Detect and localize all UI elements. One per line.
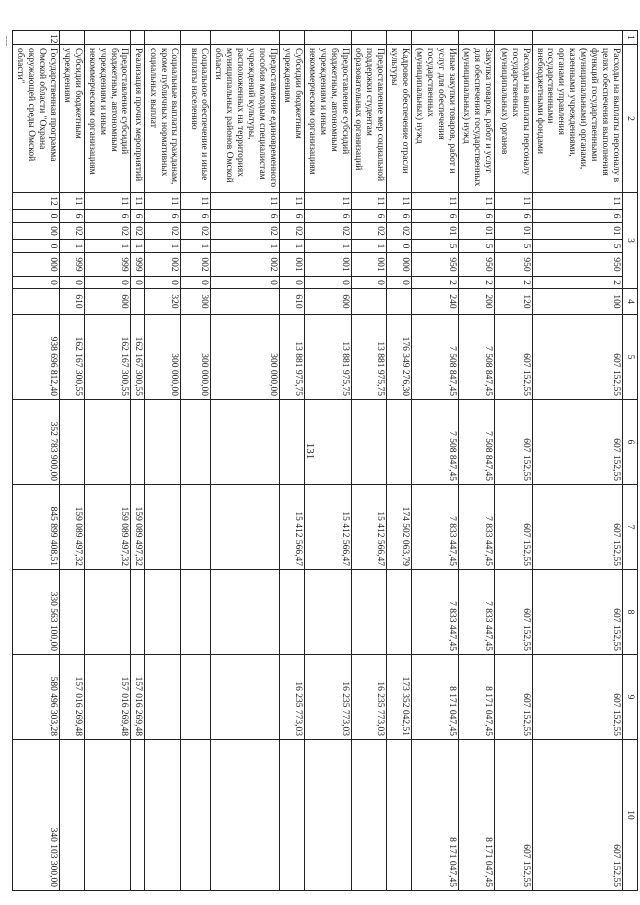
row-number: [387, 31, 412, 45]
row-description: Социальное обеспечение и иные выплаты населению: [181, 45, 211, 193]
code-subarticle: 0: [351, 277, 387, 289]
amount-col-10: 8 171 047,45: [458, 740, 494, 891]
amount-col-6: [181, 400, 211, 485]
amount-col-5: 938 696 812,40: [13, 315, 60, 400]
amount-col-5: 162 167 300,55: [84, 315, 131, 400]
header-col-10: 10: [623, 740, 638, 891]
row-description: Предоставление единовременного пособия молодым специалистам учреждений культуры, расположенных на территориях муниципальных районов Омской области: [211, 45, 280, 193]
code-program: 12: [13, 193, 60, 210]
amount-col-6: 352 783 900,00: [13, 400, 60, 485]
code-program: 11: [59, 193, 84, 210]
code-subprogram: 6: [131, 210, 145, 223]
row-description: Предоставление мер социальной поддержки студентам образовательных организаций: [351, 45, 387, 193]
row-description: Социальные выплаты гражданам, кроме публичных нормативных социальных выплат: [145, 45, 181, 193]
code-subarticle: 0: [304, 277, 351, 289]
code-subarticle: 0: [13, 277, 60, 289]
amount-col-7: 7 833 447,45: [458, 485, 494, 570]
table-row: [351, 31, 387, 891]
code-direction: 5: [532, 240, 622, 253]
code-subarticle: 0: [59, 277, 84, 289]
code-subprogram: 6: [145, 210, 181, 223]
code-subarticle: 2: [532, 277, 622, 289]
row-description: Предоставление субсидий бюджетным, автономным учреждениям и иным некоммерческим организациям: [304, 45, 351, 193]
amount-col-6: [280, 400, 305, 485]
code-article: 950: [532, 253, 622, 277]
code-article: 999: [59, 253, 84, 277]
row-description: Расходы на выплаты персоналу в целях обеспечения выполнения функций государственными (муниципальными) органами, казенными учреждениями, органами управления государственными внебюджетными фондами: [532, 45, 622, 193]
table-row: [494, 31, 532, 891]
row-number: [84, 31, 131, 45]
row-description: Государственная программа Омской области "Охрана окружающей среды Омской области": [13, 45, 60, 193]
amount-col-6: [211, 400, 280, 485]
amount-col-10: 607 152,55: [532, 740, 622, 891]
amount-col-9: [145, 655, 181, 740]
expense-type-code: [211, 289, 280, 315]
amount-col-6: 7 508 847,45: [458, 400, 494, 485]
amount-col-6: [131, 400, 145, 485]
code-event: 00: [13, 223, 60, 240]
amount-col-8: [387, 570, 412, 655]
header-col-9: 9: [623, 655, 638, 740]
code-program: 11: [304, 193, 351, 210]
amount-col-5: 607 152,55: [494, 315, 532, 400]
header-col-3: 3: [623, 193, 638, 289]
amount-col-10: 607 152,55: [494, 740, 532, 891]
amount-col-9: 173 352 042,51: [387, 655, 412, 740]
table-body: [13, 31, 623, 891]
code-subprogram: 6: [211, 210, 280, 223]
code-subprogram: 6: [84, 210, 131, 223]
amount-col-10: [181, 740, 211, 891]
expense-type-code: [13, 289, 60, 315]
header-row: [623, 31, 638, 891]
budget-table: [12, 30, 638, 891]
amount-col-10: [131, 740, 145, 891]
code-direction: 1: [181, 240, 211, 253]
code-article: 999: [131, 253, 145, 277]
row-description: Иные закупки товаров, работ и услуг для обеспечения государственных (муниципальных) нужд: [412, 45, 459, 193]
amount-col-10: 8 171 047,45: [412, 740, 459, 891]
row-description: Предоставление субсидий бюджетным, автономным учреждениям и иным некоммерческим организациям: [84, 45, 131, 193]
row-description: Кадровое обеспечение отрасли культуры: [387, 45, 412, 193]
expense-type-code: [131, 289, 145, 315]
code-subprogram: 6: [59, 210, 84, 223]
code-program: 11: [145, 193, 181, 210]
row-description: Субсидии бюджетным учреждениям: [59, 45, 84, 193]
expense-type-code: 300: [181, 289, 211, 315]
code-direction: 0: [13, 240, 60, 253]
code-direction: 1: [145, 240, 181, 253]
amount-col-7: [145, 485, 181, 570]
amount-col-8: [351, 570, 387, 655]
amount-col-8: [181, 570, 211, 655]
table-row: [280, 31, 305, 891]
header-col-8: 8: [623, 570, 638, 655]
row-number: [145, 31, 181, 45]
amount-col-7: 607 152,55: [532, 485, 622, 570]
amount-col-7: 159 089 497,32: [84, 485, 131, 570]
code-event: 02: [84, 223, 131, 240]
code-subarticle: 2: [412, 277, 459, 289]
amount-col-9: 16 235 773,03: [304, 655, 351, 740]
code-direction: 1: [280, 240, 305, 253]
amount-col-10: [84, 740, 131, 891]
code-direction: 5: [412, 240, 459, 253]
amount-col-9: 607 152,55: [494, 655, 532, 740]
code-subprogram: 6: [412, 210, 459, 223]
amount-col-5: 13 881 975,75: [304, 315, 351, 400]
amount-col-9: [211, 655, 280, 740]
code-subarticle: 0: [211, 277, 280, 289]
code-subprogram: 6: [181, 210, 211, 223]
amount-col-5: 607 152,55: [532, 315, 622, 400]
amount-col-7: 15 412 566,47: [351, 485, 387, 570]
amount-col-8: 607 152,55: [532, 570, 622, 655]
amount-col-9: 157 016 269,48: [59, 655, 84, 740]
table-row: [387, 31, 412, 891]
amount-col-6: [387, 400, 412, 485]
amount-col-7: 159 089 497,32: [59, 485, 84, 570]
amount-col-5: 300 000,00: [181, 315, 211, 400]
amount-col-10: 340 103 300,00: [13, 740, 60, 891]
code-article: 001: [351, 253, 387, 277]
code-subprogram: 6: [280, 210, 305, 223]
code-article: 002: [181, 253, 211, 277]
code-event: 02: [387, 223, 412, 240]
table-row: [181, 31, 211, 891]
code-direction: 1: [351, 240, 387, 253]
row-number: [351, 31, 387, 45]
amount-col-7: 845 899 408,51: [13, 485, 60, 570]
code-subarticle: 2: [494, 277, 532, 289]
amount-col-7: 7 833 447,45: [412, 485, 459, 570]
code-event: 02: [351, 223, 387, 240]
amount-col-5: 300 000,00: [145, 315, 181, 400]
row-number: [131, 31, 145, 45]
amount-col-10: [211, 740, 280, 891]
amount-col-10: [351, 740, 387, 891]
code-direction: 1: [131, 240, 145, 253]
amount-col-8: [131, 570, 145, 655]
row-number: 12: [13, 31, 60, 45]
row-description: Расходы на выплаты персоналу государственных (муниципальных) органов: [494, 45, 532, 193]
table-row: [13, 31, 60, 891]
header-col-7: 7: [623, 485, 638, 570]
expense-type-code: 600: [304, 289, 351, 315]
amount-col-7: 159 089 497,32: [131, 485, 145, 570]
table-row: [59, 31, 84, 891]
row-description: Субсидии бюджетным учреждениям: [280, 45, 305, 193]
code-subprogram: 6: [351, 210, 387, 223]
amount-col-6: 7 508 847,45: [412, 400, 459, 485]
amount-col-6: 607 152,55: [532, 400, 622, 485]
row-number: [280, 31, 305, 45]
amount-col-7: 174 502 063,79: [387, 485, 412, 570]
row-number: [59, 31, 84, 45]
code-subarticle: 0: [131, 277, 145, 289]
code-program: 11: [280, 193, 305, 210]
expense-type-code: 320: [145, 289, 181, 315]
code-program: 11: [351, 193, 387, 210]
code-program: 11: [131, 193, 145, 210]
amount-col-6: [59, 400, 84, 485]
code-subprogram: 6: [532, 210, 622, 223]
expense-type-code: 100: [532, 289, 622, 315]
amount-col-9: 607 152,55: [532, 655, 622, 740]
header-col-1: 1: [623, 31, 638, 45]
code-article: 001: [304, 253, 351, 277]
expense-type-code: 240: [412, 289, 459, 315]
amount-col-8: 330 563 100,00: [13, 570, 60, 655]
code-event: 02: [304, 223, 351, 240]
table-row: [412, 31, 459, 891]
code-article: 950: [494, 253, 532, 277]
amount-col-9: 8 171 047,45: [458, 655, 494, 740]
code-article: 000: [13, 253, 60, 277]
row-description: Реализация прочих мероприятий: [131, 45, 145, 193]
code-event: 02: [59, 223, 84, 240]
code-event: 01: [458, 223, 494, 240]
amount-col-5: 162 167 300,55: [59, 315, 84, 400]
amount-col-7: [211, 485, 280, 570]
code-subprogram: 6: [304, 210, 351, 223]
code-event: 02: [280, 223, 305, 240]
table-row: [532, 31, 622, 891]
code-program: 11: [458, 193, 494, 210]
amount-col-9: [181, 655, 211, 740]
amount-col-8: [280, 570, 305, 655]
row-number: [532, 31, 622, 45]
row-number: [412, 31, 459, 45]
code-article: 001: [280, 253, 305, 277]
amount-col-6: [304, 400, 351, 485]
code-event: 01: [412, 223, 459, 240]
expense-type-code: 200: [458, 289, 494, 315]
amount-col-5: 176 349 276,30: [387, 315, 412, 400]
amount-col-5: 162 167 300,55: [131, 315, 145, 400]
code-article: 002: [211, 253, 280, 277]
code-subarticle: 0: [84, 277, 131, 289]
code-subprogram: 0: [13, 210, 60, 223]
amount-col-10: [387, 740, 412, 891]
row-number: [181, 31, 211, 45]
row-number: [458, 31, 494, 45]
code-article: 950: [458, 253, 494, 277]
code-subarticle: 0: [387, 277, 412, 289]
code-subprogram: 6: [494, 210, 532, 223]
code-direction: 5: [458, 240, 494, 253]
amount-col-9: 8 171 047,45: [412, 655, 459, 740]
expense-type-code: [351, 289, 387, 315]
amount-col-8: 7 833 447,45: [412, 570, 459, 655]
table-row: [131, 31, 145, 891]
code-program: 11: [181, 193, 211, 210]
code-direction: 1: [84, 240, 131, 253]
code-article: 950: [412, 253, 459, 277]
table-row: [211, 31, 280, 891]
amount-col-6: 607 152,55: [494, 400, 532, 485]
amount-col-8: [145, 570, 181, 655]
header-col-5: 5: [623, 315, 638, 400]
amount-col-5: 300 000,00: [211, 315, 280, 400]
amount-col-9: 16 235 773,03: [351, 655, 387, 740]
amount-col-6: [351, 400, 387, 485]
code-subarticle: 0: [145, 277, 181, 289]
header-col-4: 4: [623, 289, 638, 315]
code-event: 02: [145, 223, 181, 240]
code-program: 11: [494, 193, 532, 210]
code-direction: 1: [304, 240, 351, 253]
expense-type-code: [387, 289, 412, 315]
code-event: 02: [181, 223, 211, 240]
code-subarticle: 2: [458, 277, 494, 289]
code-article: 999: [84, 253, 131, 277]
code-event: 01: [494, 223, 532, 240]
amount-col-5: 7 508 847,45: [412, 315, 459, 400]
amount-col-5: 7 508 847,45: [458, 315, 494, 400]
amount-col-10: [145, 740, 181, 891]
amount-col-7: [181, 485, 211, 570]
amount-col-5: 13 881 975,75: [351, 315, 387, 400]
amount-col-7: 15 412 566,47: [304, 485, 351, 570]
code-event: 02: [131, 223, 145, 240]
amount-col-9: 157 016 269,48: [84, 655, 131, 740]
code-program: 11: [532, 193, 622, 210]
amount-col-8: [211, 570, 280, 655]
table-frame: [15, 30, 638, 890]
amount-col-9: 157 016 269,48: [131, 655, 145, 740]
amount-col-9: 580 496 303,28: [13, 655, 60, 740]
page-number: 131: [304, 442, 316, 460]
header-col-6: 6: [623, 400, 638, 485]
table-row: [84, 31, 131, 891]
amount-col-10: [304, 740, 351, 891]
amount-col-6: [84, 400, 131, 485]
code-event: 02: [211, 223, 280, 240]
amount-col-9: 16 235 773,03: [280, 655, 305, 740]
code-subprogram: 6: [387, 210, 412, 223]
expense-type-code: 610: [59, 289, 84, 315]
code-subprogram: 6: [458, 210, 494, 223]
amount-col-10: [59, 740, 84, 891]
amount-col-7: 607 152,55: [494, 485, 532, 570]
code-program: 11: [211, 193, 280, 210]
code-direction: 5: [494, 240, 532, 253]
expense-type-code: 120: [494, 289, 532, 315]
code-direction: 1: [211, 240, 280, 253]
amount-col-8: [59, 570, 84, 655]
amount-col-7: 15 412 566,47: [280, 485, 305, 570]
row-description: Закупка товаров, работ и услуг для обеспечения государственных (муниципальных) нужд: [458, 45, 494, 193]
table-row: [458, 31, 494, 891]
row-number: [494, 31, 532, 45]
amount-col-8: [84, 570, 131, 655]
table-row: [304, 31, 351, 891]
amount-col-5: 13 881 975,75: [280, 315, 305, 400]
table-row: [145, 31, 181, 891]
row-number: [211, 31, 280, 45]
code-direction: 1: [59, 240, 84, 253]
code-program: 11: [412, 193, 459, 210]
row-number: [304, 31, 351, 45]
amount-col-10: [280, 740, 305, 891]
crop-mark: [6, 36, 8, 46]
code-article: 000: [387, 253, 412, 277]
amount-col-8: [304, 570, 351, 655]
amount-col-8: 7 833 447,45: [458, 570, 494, 655]
code-program: 11: [84, 193, 131, 210]
code-direction: 0: [387, 240, 412, 253]
expense-type-code: 600: [84, 289, 131, 315]
code-program: 11: [387, 193, 412, 210]
code-subarticle: 0: [280, 277, 305, 289]
code-article: 002: [145, 253, 181, 277]
code-event: 01: [532, 223, 622, 240]
amount-col-6: [145, 400, 181, 485]
header-col-2: 2: [623, 45, 638, 193]
expense-type-code: 610: [280, 289, 305, 315]
amount-col-8: 607 152,55: [494, 570, 532, 655]
code-subarticle: 0: [181, 277, 211, 289]
